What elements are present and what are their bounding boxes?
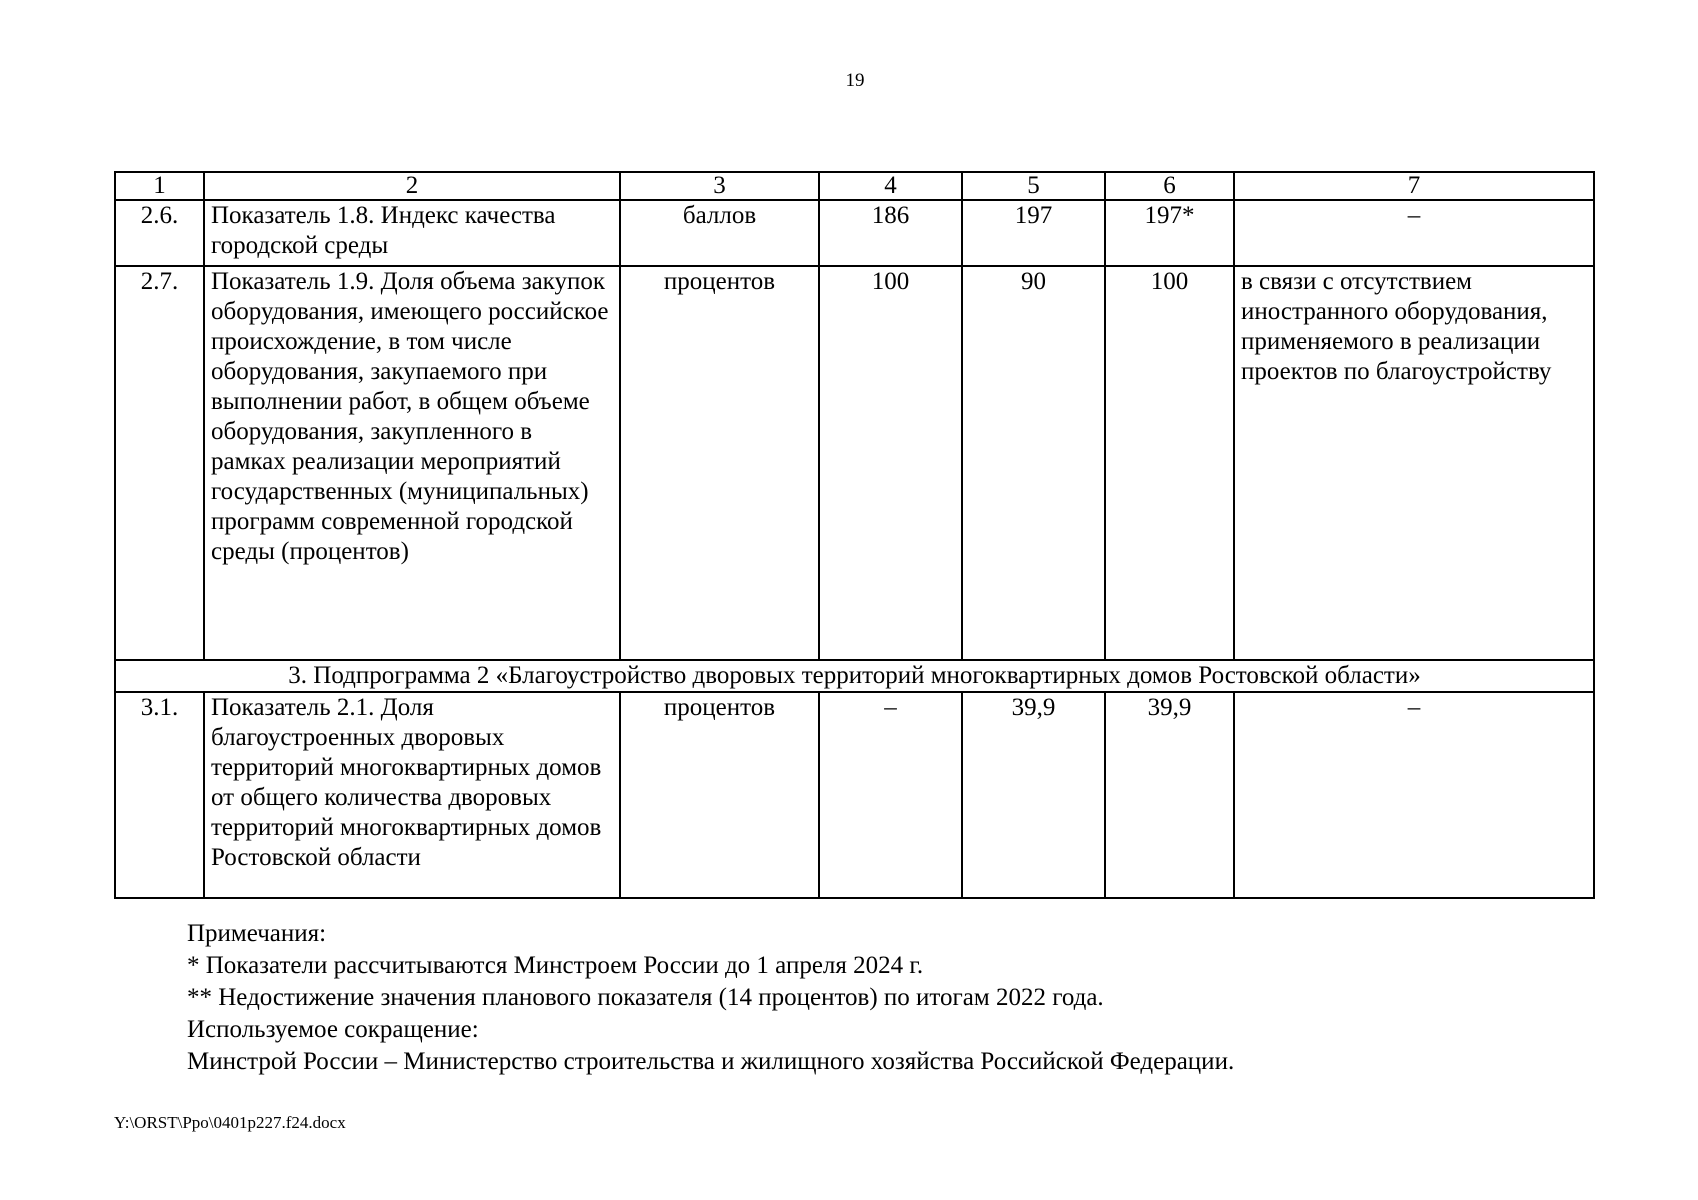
value-col5: 39,9 xyxy=(962,692,1105,898)
section-title: 3. Подпрограмма 2 «Благоустройство дворовых территорий многоквартирных домов Ростовской области» xyxy=(115,660,1594,692)
value-col6: 197* xyxy=(1105,200,1234,266)
row-number: 2.6. xyxy=(115,200,204,266)
table-row xyxy=(115,692,1594,898)
column-header-1: 1 xyxy=(115,172,204,200)
indicator-name: Показатель 1.9. Доля объема закупок оборудования, имеющего российское происхождение, в том числе оборудования, закупаемого при выполнении работ, в общем объеме оборудования, закупленного в рамках реализации мероприятий государственных (муниципальных) программ современной городской среды (процентов) xyxy=(204,266,620,660)
value-col6: 39,9 xyxy=(1105,692,1234,898)
unit-cell: баллов xyxy=(620,200,819,266)
value-col4: 186 xyxy=(819,200,962,266)
column-header-5: 5 xyxy=(962,172,1105,200)
column-header-4: 4 xyxy=(819,172,962,200)
row-number: 3.1. xyxy=(115,692,204,898)
table-header-row xyxy=(115,172,1594,200)
document-file-path: Y:\ORST\Ppo\0401p227.f24.docx xyxy=(114,1113,346,1132)
indicator-name: Показатель 2.1. Доля благоустроенных дворовых территорий многоквартирных домов от общего количества дворовых территорий многоквартирных домов Ростовской области xyxy=(204,692,620,898)
note-cell: – xyxy=(1234,692,1594,898)
page-number: 19 xyxy=(845,70,865,91)
column-header-7: 7 xyxy=(1234,172,1594,200)
column-header-3: 3 xyxy=(620,172,819,200)
value-col5: 197 xyxy=(962,200,1105,266)
notes-title: Примечания: xyxy=(187,920,327,947)
note-cell: в связи с отсутствием иностранного оборудования, применяемого в реализации проектов по благоустройству xyxy=(1234,266,1594,660)
abbreviations-title: Используемое сокращение: xyxy=(187,1016,479,1043)
value-col4: – xyxy=(819,692,962,898)
row-number: 2.7. xyxy=(115,266,204,660)
section-row xyxy=(115,660,1594,692)
value-col6: 100 xyxy=(1105,266,1234,660)
column-header-6: 6 xyxy=(1105,172,1234,200)
abbreviation-line: Минстрой России – Министерство строительства и жилищного хозяйства Российской Федерации. xyxy=(187,1048,1235,1075)
value-col5: 90 xyxy=(962,266,1105,660)
table-row xyxy=(115,200,1594,266)
indicators-table xyxy=(114,171,1595,899)
table-row xyxy=(115,266,1594,660)
unit-cell: процентов xyxy=(620,692,819,898)
note-cell: – xyxy=(1234,200,1594,266)
value-col4: 100 xyxy=(819,266,962,660)
note-line: ** Недостижение значения планового показателя (14 процентов) по итогам 2022 года. xyxy=(187,984,1104,1011)
indicator-name: Показатель 1.8. Индекс качества городской среды xyxy=(204,200,620,266)
unit-cell: процентов xyxy=(620,266,819,660)
notes-block xyxy=(187,918,1234,1078)
column-header-2: 2 xyxy=(204,172,620,200)
note-line: * Показатели рассчитываются Минстроем России до 1 апреля 2024 г. xyxy=(187,952,924,979)
